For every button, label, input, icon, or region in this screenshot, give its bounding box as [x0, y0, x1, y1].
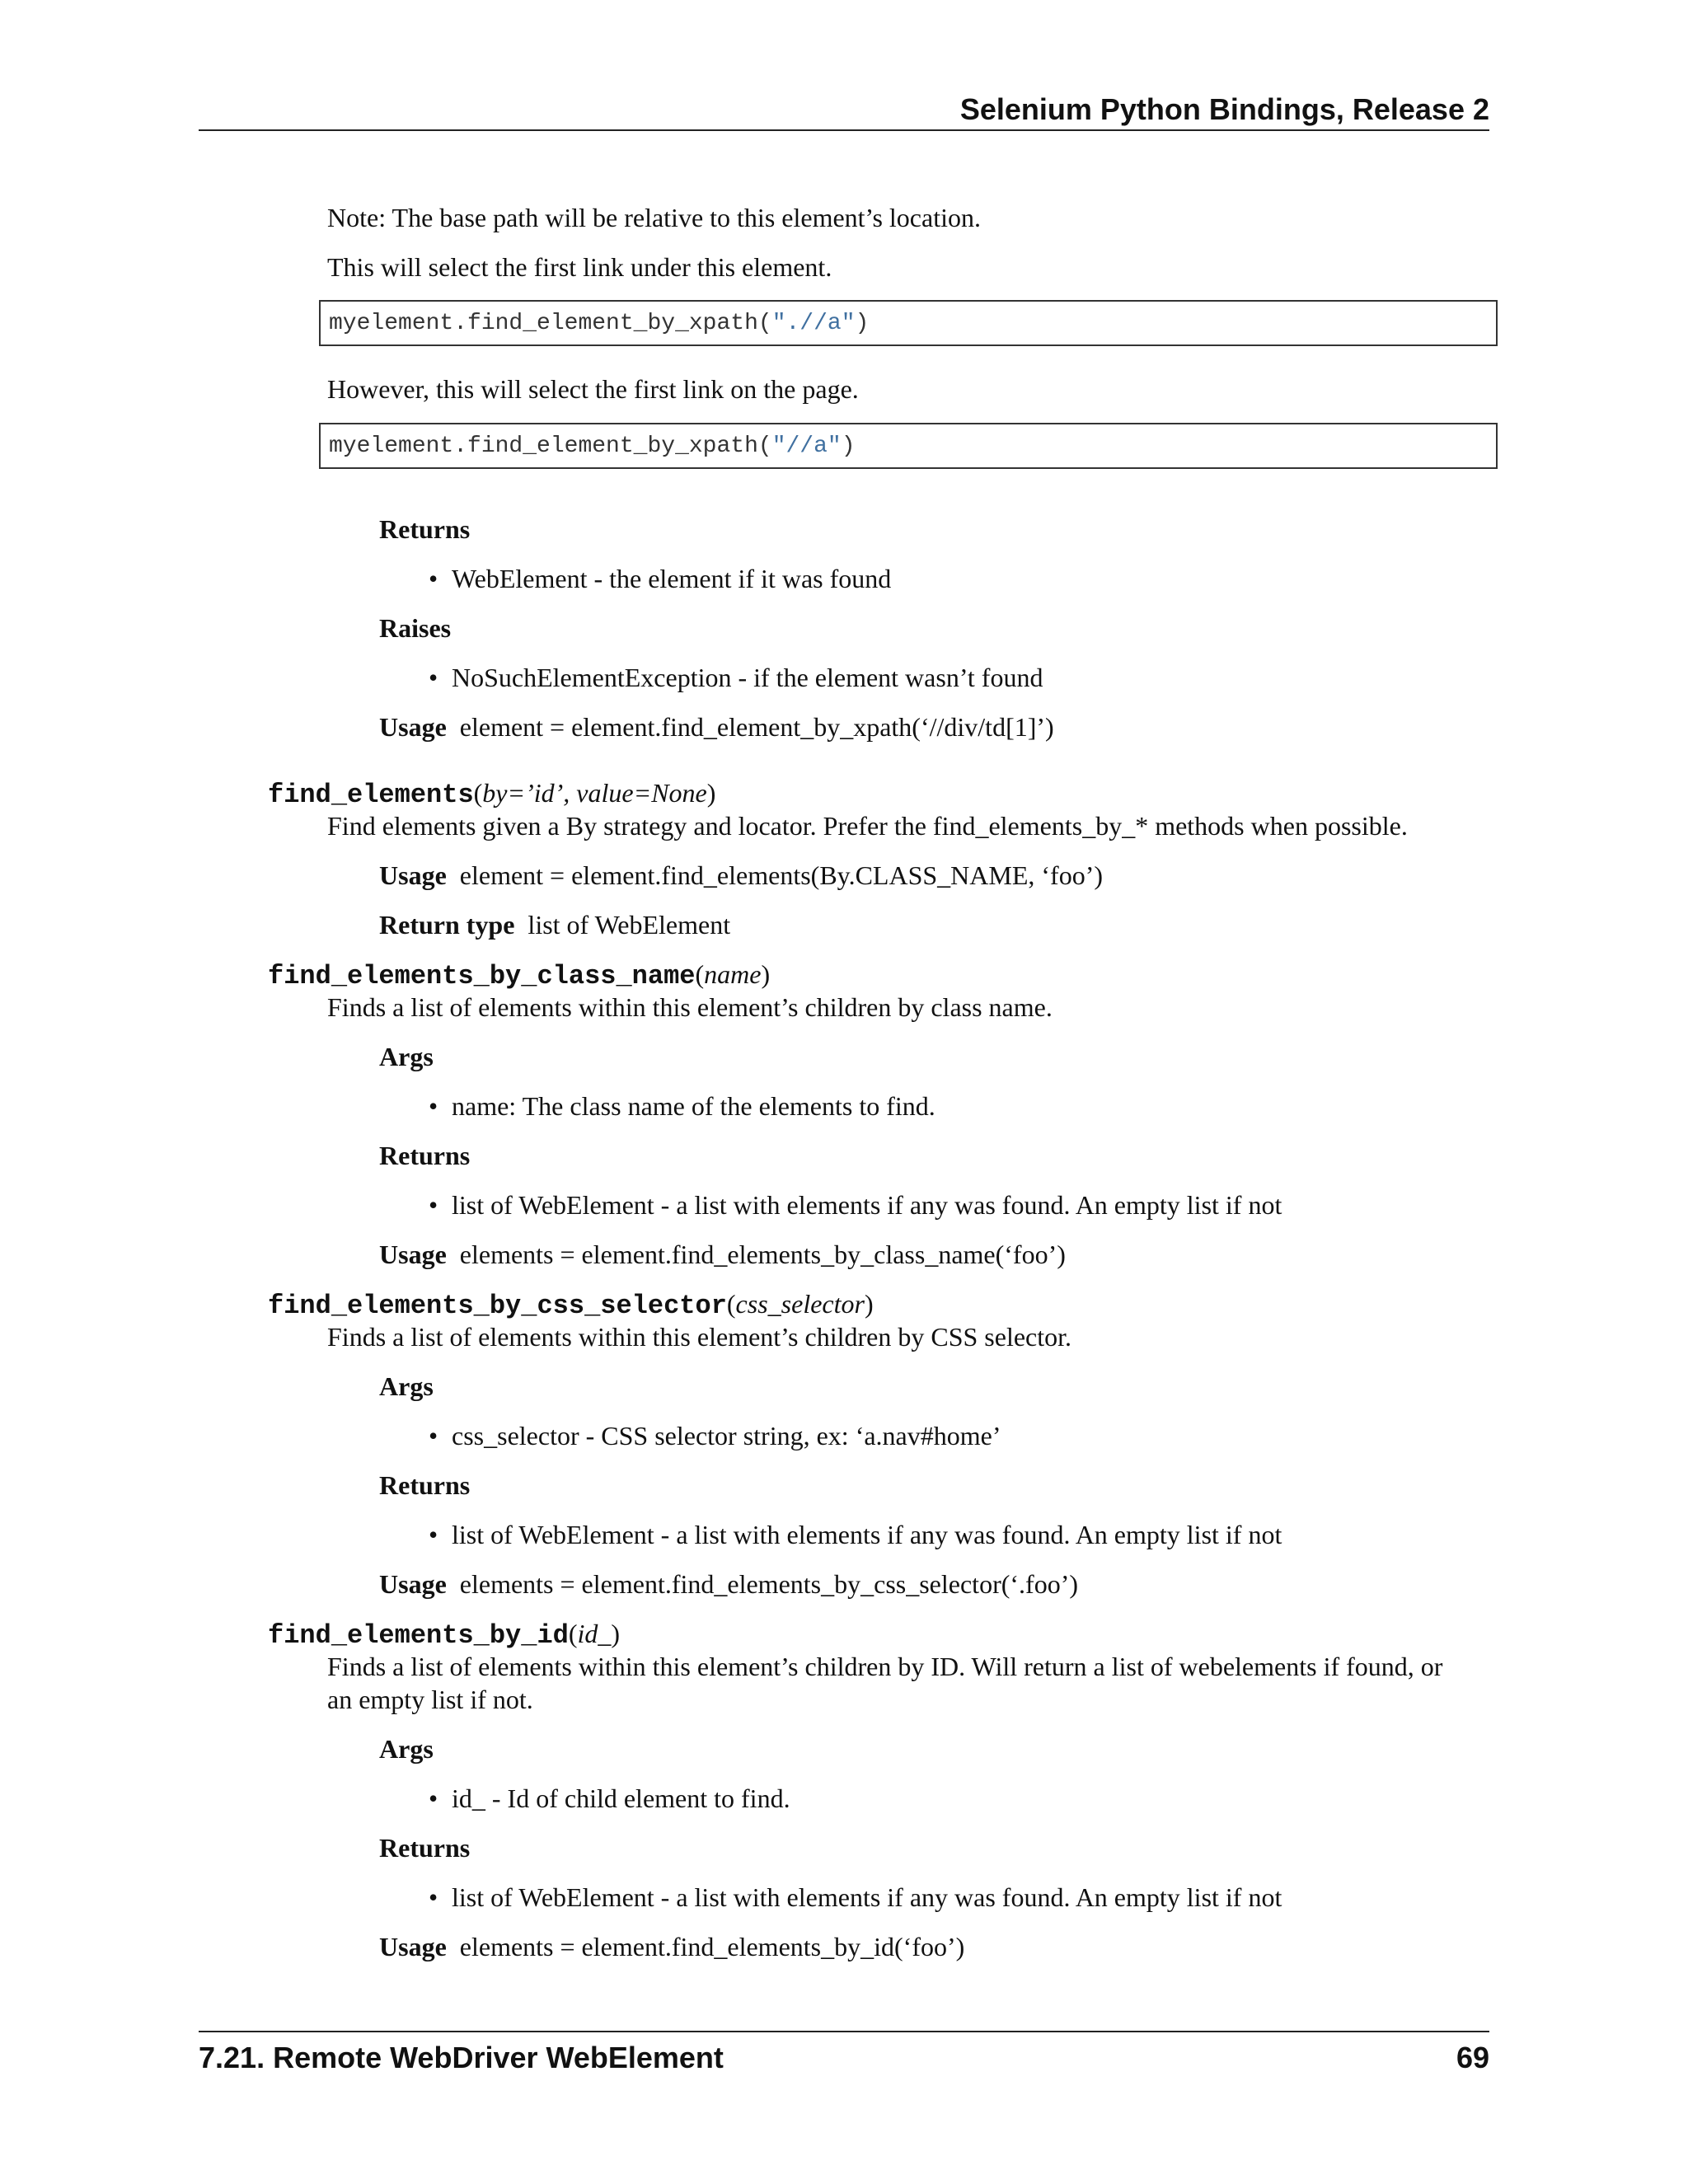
return-type-label: Return type — [379, 910, 515, 940]
intro-absolute-text: However, this will select the first link on the page. — [327, 374, 859, 404]
usage-line — [379, 1930, 964, 1963]
running-header-title: Selenium Python Bindings, Release 2 — [959, 92, 1489, 126]
method-signature-find-elements: find_elements(by=’id’, value=None) — [268, 778, 716, 810]
returns-label: Returns — [379, 514, 471, 544]
bullet-icon: • — [429, 1882, 438, 1912]
method-signature-find-elements-by-class-name: find_elements_by_class_name(name) — [268, 959, 771, 991]
method-params: name — [704, 959, 762, 989]
return-type-text: list of WebElement — [528, 910, 731, 940]
returns-bullet — [429, 1188, 1282, 1221]
method-params: by=’id’, value=None — [482, 778, 707, 808]
bullet-icon: • — [429, 1783, 438, 1813]
returns-label: Returns — [379, 1833, 471, 1863]
usage-label: Usage — [379, 1240, 447, 1269]
returns-bullet — [429, 1518, 1282, 1551]
code-close-paren: ) — [841, 434, 856, 459]
method-description: Find elements given a By strategy and locator. Prefer the find_elements_by_* methods when possible. — [327, 811, 1408, 841]
bullet-icon: • — [429, 1520, 438, 1549]
method-name: find_elements — [268, 780, 474, 810]
method-signature-find-elements-by-id: find_elements_by_id(id_) — [268, 1619, 621, 1651]
return-type-line — [379, 908, 730, 941]
intro-relative-text: This will select the first link under this element. — [327, 252, 832, 282]
footer-section-title: 7.21. Remote WebDriver WebElement — [199, 2041, 724, 2074]
returns-item-text: list of WebElement - a list with elements if any was found. An empty list if not — [452, 1190, 1282, 1220]
returns-item-text: list of WebElement - a list with elements if any was found. An empty list if not — [452, 1882, 1282, 1912]
footer-rule — [199, 2031, 1489, 2032]
bullet-icon: • — [429, 663, 438, 692]
usage-text: elements = element.find_elements_by_class_name(‘foo’) — [459, 1240, 1066, 1269]
usage-line — [379, 1568, 1078, 1601]
code-close-paren: ) — [855, 311, 870, 336]
usage-line — [379, 859, 1103, 892]
method-description-line-1: Finds a list of elements within this element’s children by ID. Will return a list of webelements if found, or — [327, 1652, 1443, 1681]
returns-item-text: list of WebElement - a list with elements if any was found. An empty list if not — [452, 1520, 1282, 1549]
header-rule — [199, 129, 1489, 131]
usage-label: Usage — [379, 712, 447, 742]
raises-item-text: NoSuchElementException - if the element wasn’t found — [452, 663, 1043, 692]
method-name: find_elements_by_class_name — [268, 961, 696, 991]
method-params: id_ — [577, 1619, 612, 1648]
args-item-text: name: The class name of the elements to find. — [452, 1091, 935, 1121]
code-line — [329, 434, 856, 459]
usage-line — [379, 1238, 1066, 1271]
returns-label: Returns — [379, 1470, 471, 1500]
code-call: myelement.find_element_by_xpath( — [329, 311, 772, 336]
args-label: Args — [379, 1734, 434, 1764]
usage-label: Usage — [379, 1932, 447, 1961]
method-description: Finds a list of elements within this element’s children by CSS selector. — [327, 1322, 1072, 1352]
bullet-icon: • — [429, 564, 438, 593]
code-line — [329, 312, 869, 336]
method-name: find_elements_by_id — [268, 1620, 569, 1651]
page-number: 69 — [1456, 2041, 1489, 2074]
args-item-text: id_ - Id of child element to find. — [452, 1783, 790, 1813]
usage-label: Usage — [379, 1569, 447, 1599]
code-block-absolute — [319, 423, 1498, 469]
raises-label: Raises — [379, 613, 452, 643]
args-item-text: css_selector - CSS selector string, ex: ‘a.nav#home’ — [452, 1421, 1001, 1451]
args-label: Args — [379, 1042, 434, 1071]
code-block-relative — [319, 300, 1498, 346]
usage-text: elements = element.find_elements_by_css_selector(‘.foo’) — [459, 1569, 1078, 1599]
raises-bullet — [429, 661, 1043, 694]
bullet-icon: • — [429, 1091, 438, 1121]
method-description: Finds a list of elements within this element’s children by class name. — [327, 992, 1053, 1022]
usage-text: elements = element.find_elements_by_id(‘foo’) — [459, 1932, 965, 1961]
args-bullet — [429, 1090, 935, 1122]
method-params: css_selector — [735, 1289, 865, 1319]
method-signature-find-elements-by-css-selector: find_elements_by_css_selector(css_selector) — [268, 1289, 874, 1321]
returns-label: Returns — [379, 1141, 471, 1170]
code-call: myelement.find_element_by_xpath( — [329, 434, 772, 459]
usage-label: Usage — [379, 860, 447, 890]
usage-line — [379, 710, 1054, 743]
returns-item-text: WebElement - the element if it was found — [452, 564, 892, 593]
args-label: Args — [379, 1371, 434, 1401]
returns-bullet — [429, 1881, 1282, 1914]
returns-bullet — [429, 562, 891, 595]
bullet-icon: • — [429, 1190, 438, 1220]
usage-text: element = element.find_element_by_xpath(‘//div/td[1]’) — [459, 712, 1054, 742]
method-name: find_elements_by_css_selector — [268, 1291, 727, 1321]
bullet-icon: • — [429, 1421, 438, 1451]
args-bullet — [429, 1419, 1001, 1452]
usage-text: element = element.find_elements(By.CLASS_NAME, ‘foo’) — [459, 860, 1104, 890]
code-string: "//a" — [771, 434, 842, 459]
method-description-line-2: an empty list if not. — [327, 1685, 533, 1714]
note-text: Note: The base path will be relative to this element’s location. — [327, 203, 981, 232]
code-string: ".//a" — [771, 311, 856, 336]
args-bullet — [429, 1782, 790, 1815]
